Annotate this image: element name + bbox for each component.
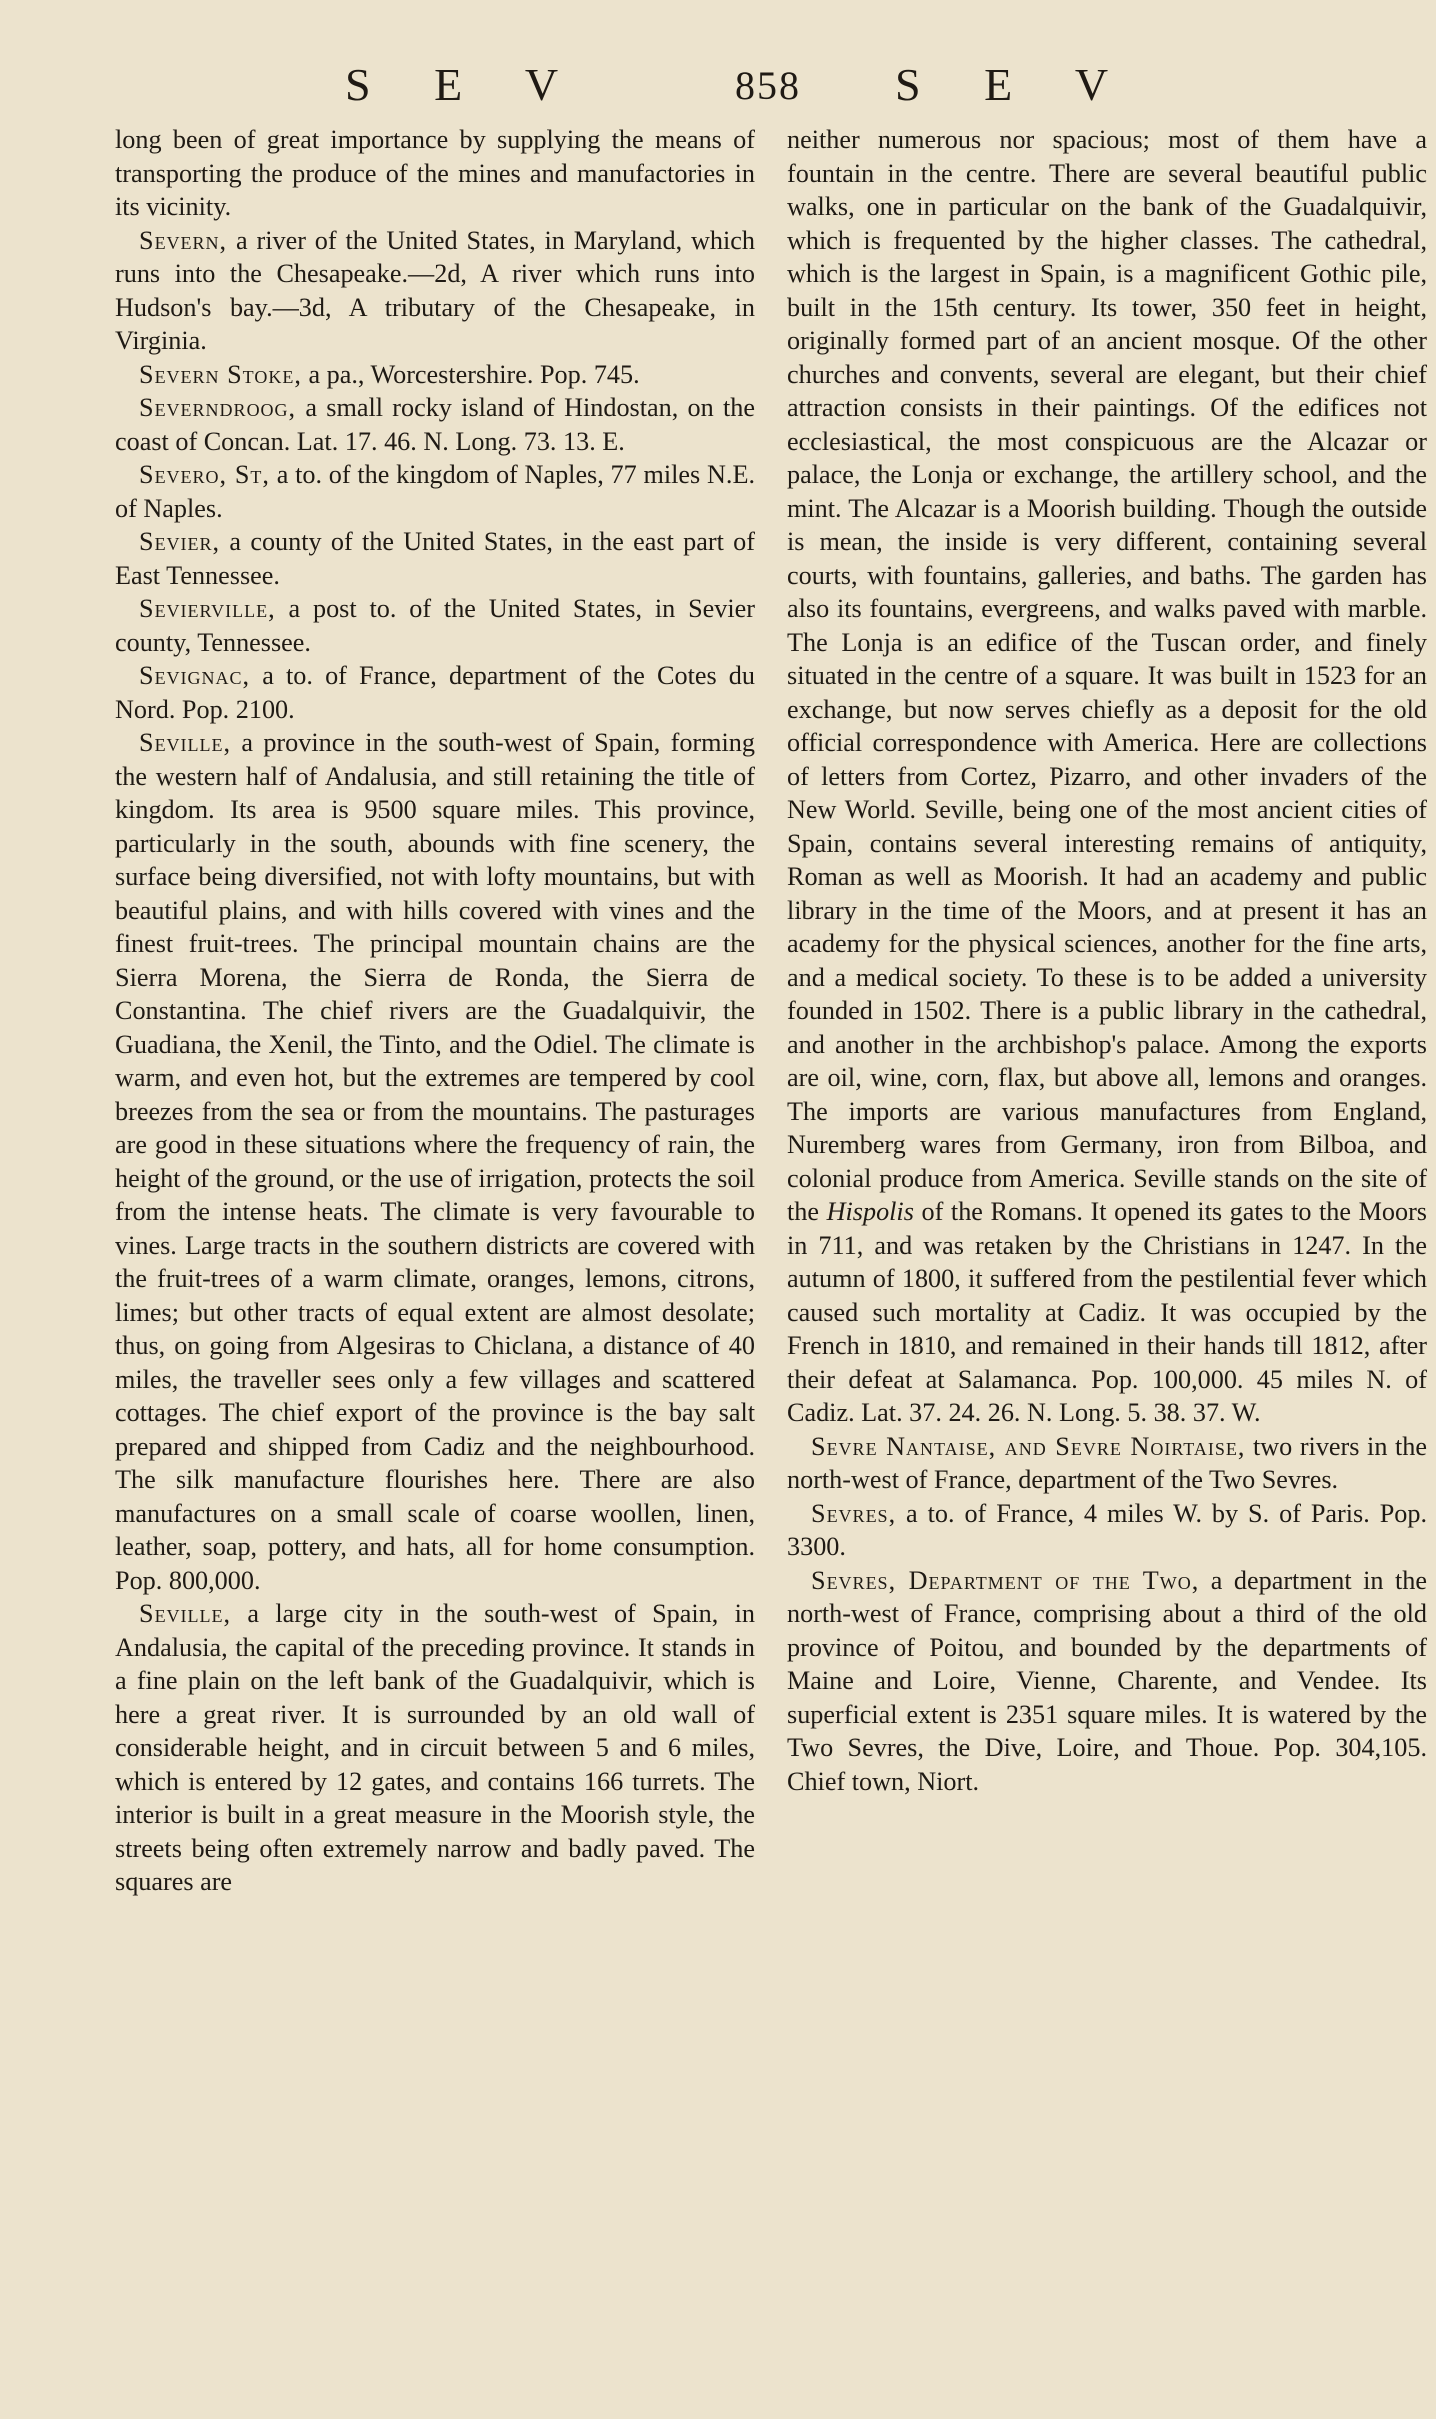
- entry-seville-city-continued: neither numerous nor spacious; most of them have a fountain in the centre. There are several beautiful public walks, one in particular on the bank of the Guadalquivir, which is frequented by the higher classes. The cathedral, which is the largest in Spain, is a magnificent Gothic pile, built in the 15th century. Its tower, 350 feet in height, originally formed part of an ancient mosque. Of the other churches and convents, several are elegant, but their chief attraction consists in their paintings. Of the edifices not ecclesiastical, the most conspicuous are the Alcazar or palace, the Lonja or exchange, the artillery school, and the mint. The Alcazar is a Moorish building. Though the outside is mean, the inside is very different, containing several courts, with fountains, galleries, and baths. The garden has also its fountains, evergreens, and walks paved with marble. The Lonja is an edifice of the Tuscan order, and finely situated in the centre of a square. It was built in 1523 for an exchange, but now serves chiefly as a deposit for the old official correspondence with America. Here are collections of letters from Cortez, Pizarro, and other invaders of the New World. Seville, being one of the most ancient cities of Spain, contains several interesting remains of antiquity, Roman as well as Moorish. It had an academy and public library in the time of the Moors, and at present it has an academy for the physical sciences, another for the fine arts, and a medical society. To these is to be added a university founded in 1502. There is a public library in the cathedral, and another in the archbishop's palace. Among the exports are oil, wine, corn, flax, but above all, lemons and oranges. The imports are various manufactures from England, Nuremberg wares from Germany, iron from Bilboa, and colonial produce from America. Seville stands on the site of the Hispolis of the Romans. It opened its gates to the Moors in 711, and was retaken by the Christians in 1247. In the autumn of 1800, it suffered from the pestilential fever which caused such mortality at Cadiz. It was occupied by the French in 1810, and remained in their hands till 1812, after their defeat at Salamanca. Pop. 100,000. 45 miles N. of Cadiz. Lat. 37. 24. 26. N. Long. 5. 38. 37. W.: [787, 125, 1427, 1427]
- entry-seville-province: Seville, a province in the south-west of Spain, forming the western half of Andalusia, and still retaining the title of kingdom. Its area is 9500 square miles. This province, particularly in the south, abounds with fine scenery, the surface being diversified, not with lofty mountains, but with beautiful plains, and with hills covered with vines and the finest fruit-trees. The principal mountain chains are the Sierra Morena, the Sierra de Ronda, the Sierra de Constantina. The chief rivers are the Guadalquivir, the Guadiana, the Xenil, the Tinto, and the Odiel. The climate is warm, and even hot, but the extremes are tempered by cool breezes from the sea or from the mountains. The pasturages are good in these situations where the frequency of rain, the height of the ground, or the use of irrigation, protects the soil from the intense heats. The climate is very favourable to vines. Large tracts in the southern districts are covered with the fruit-trees of a warm climate, oranges, lemons, citrons, limes; but other tracts of equal extent are almost desolate; thus, on going from Algesiras to Chiclana, a distance of 40 miles, the traveller sees only a few villages and scattered cottages. The chief export of the province is the bay salt prepared and shipped from Cadiz and the neighbourhood. The silk manufacture flourishes here. There are also manufactures on a small scale of coarse woollen, linen, leather, soap, pottery, and hats, all for home consumption. Pop. 800,000.: [115, 728, 755, 1595]
- entry-severo-st: Severo, St, a to. of the kingdom of Naples, 77 miles N.E. of Naples.: [115, 460, 755, 523]
- entry-sevignac: Sevignac, a to. of France, department of the Cotes du Nord. Pop. 2100.: [115, 661, 755, 724]
- left-column: [115, 123, 755, 1899]
- page-number: 858: [735, 63, 801, 108]
- headword: Severn,: [139, 225, 228, 255]
- entry-severn: Severn, a river of the United States, in Maryland, which runs into the Chesapeake.—2d, A river which runs into Hudson's bay.—3d, A tributary of the Chesapeake, in Virginia.: [115, 225, 755, 355]
- running-header: [0, 58, 1436, 118]
- headword: Sevre Nantaise, and Sevre Noirtaise,: [811, 1431, 1246, 1461]
- right-column: [787, 123, 1427, 1798]
- headword: Severo, St,: [139, 460, 270, 489]
- headword: Seville,: [139, 1599, 232, 1628]
- entry-severndroog: Severndroog, a small rocky island of Hindostan, on the coast of Concan. Lat. 17. 46. N. Long. 73. 13. E.: [115, 393, 755, 456]
- entry-sevre-rivers: Sevre Nantaise, and Sevre Noirtaise, two rivers in the north-west of France, department of the Two Sevres.: [787, 1431, 1427, 1494]
- entry-sevierville: Sevierville, a post to. of the United States, in Sevier county, Tennessee.: [115, 594, 755, 657]
- headword: Seville,: [139, 728, 232, 757]
- entry-sevres-department: Sevres, Department of the Two, a department in the north-west of France, comprising about a third of the old province of Poitou, and bounded by the departments of Maine and Loire, Vienne, Charente, and Vendee. Its superficial extent is 2351 square miles. It is watered by the Two Sevres, the Dive, Loire, and Thoue. Pop. 304,105. Chief town, Niort.: [787, 1565, 1428, 1796]
- entry-sevier: Sevier, a county of the United States, in the east part of East Tennessee.: [115, 527, 755, 590]
- italic-term: Hispolis: [826, 1197, 914, 1226]
- entry-severn-stoke: Severn Stoke, a pa., Worcestershire. Pop. 745.: [139, 359, 640, 389]
- header-right: S E V: [895, 59, 1135, 110]
- entry-continuation: long been of great importance by supplying the means of transporting the produce of the mines and manufactories in its vicinity.: [115, 125, 755, 221]
- entry-sevres-town: Sevres, a to. of France, 4 miles W. by S. of Paris. Pop. 3300.: [787, 1498, 1427, 1561]
- headword: Sevres,: [811, 1498, 897, 1528]
- headword: Severn Stoke,: [139, 359, 302, 389]
- entry-seville-city: Seville, a large city in the south-west of Spain, in Andalusia, the capital of the preceding province. It stands in a fine plain on the left bank of the Guadalquivir, which is here a great river. It is surrounded by an old wall of considerable height, and in circuit between 5 and 6 miles, which is entered by 12 gates, and contains 166 turrets. The interior is built in a great measure in the Moorish style, the streets being often extremely narrow and badly paved. The squares are: [115, 1599, 755, 1896]
- header-left: S E V: [345, 59, 585, 110]
- headword: Sevres, Department of the Two,: [811, 1565, 1200, 1595]
- headword: Sevignac,: [139, 661, 251, 690]
- headword: Sevier,: [139, 527, 221, 556]
- headword: Severndroog,: [139, 393, 297, 422]
- headword: Sevierville,: [139, 594, 276, 623]
